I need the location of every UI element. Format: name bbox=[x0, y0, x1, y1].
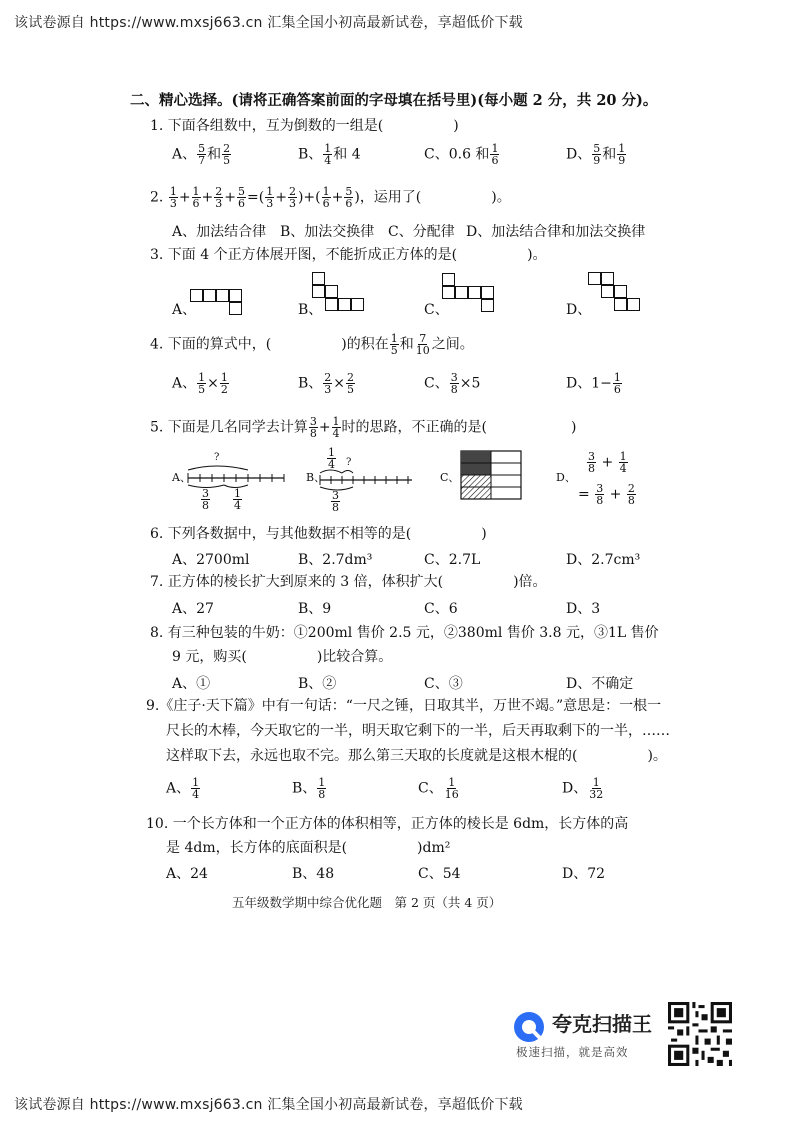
q3-option-c: C、 bbox=[424, 302, 449, 318]
q10-option-a: A、24 bbox=[166, 866, 208, 882]
question-4-stem: 4. 下面的算式中，( )的积在 $\frac{1}{5}$ 和 $\frac{7}{10}$ 之间。 bbox=[150, 332, 474, 357]
question-9-line-2: 尺长的木棒，今天取它的一半，明天取它剩下的一半，后天再取剩下的一半，…… bbox=[166, 723, 670, 739]
q9-option-a: A、 $\frac{1}{4}$ bbox=[166, 776, 200, 801]
q3-option-b: B、 bbox=[298, 302, 323, 318]
q8-option-d: D、不确定 bbox=[566, 676, 634, 692]
number-line-b-label-3-8: $\frac{3}{8}$ bbox=[332, 489, 339, 514]
question-9-line-3: 这样取下去，永远也取不完。那么第三天取的长度就是这根木棍的( )。 bbox=[166, 748, 667, 764]
number-line-a-label-1-4: $\frac{1}{4}$ bbox=[234, 487, 241, 512]
q4-option-d: D、1− $\frac{1}{6}$ bbox=[566, 371, 621, 396]
q7-option-a: A、27 bbox=[172, 601, 214, 617]
q6-option-b: B、2.7dm³ bbox=[298, 552, 373, 568]
q2-option-d: D、加法结合律和加法交换律 bbox=[466, 224, 646, 240]
q2-option-a: A、加法结合律 bbox=[172, 224, 267, 240]
question-6-stem: 6. 下列各数据中，与其他数据不相等的是( ) bbox=[150, 526, 487, 542]
q5-option-c: C、 bbox=[440, 471, 460, 484]
q1-option-c: C、0.6 和 $\frac{1}{6}$ bbox=[424, 142, 499, 167]
q9-option-b: B、 $\frac{1}{8}$ bbox=[292, 776, 326, 801]
question-5-stem: 5. 下面是几名同学去计算 $\frac{3}{8}$ + $\frac{1}{4}$ 时的思路，不正确的是( ) bbox=[150, 415, 577, 440]
q10-option-b: B、48 bbox=[292, 866, 335, 882]
q5-option-b: B、 bbox=[306, 471, 326, 484]
q6-option-c: C、2.7L bbox=[424, 552, 481, 568]
question-10-line-1: 10. 一个长方体和一个正方体的体积相等，正方体的棱长是 6dm，长方体的高 bbox=[146, 816, 629, 832]
number-line-b-label-1-4: $\frac{1}{4}$ bbox=[328, 446, 335, 471]
q1-option-b: B、 $\frac{1}{4}$ 和 4 bbox=[298, 142, 361, 167]
qr-code-icon bbox=[668, 1002, 732, 1066]
quark-brand-name: 夸克扫描王 bbox=[552, 1012, 652, 1036]
q2-option-c: C、分配律 bbox=[388, 224, 455, 240]
q9-option-c: C、 $\frac{1}{16}$ bbox=[418, 776, 459, 801]
q4-option-b: B、 $\frac{2}{3}$ × $\frac{2}{5}$ bbox=[298, 371, 355, 396]
question-3-stem: 3. 下面 4 个正方体展开图，不能折成正方体的是( )。 bbox=[150, 247, 547, 263]
source-banner-bottom: 该试卷源自 https://www.mxsj663.cn 汇集全国小初高最新试卷，享超低价下载 bbox=[14, 1097, 523, 1113]
section-title: 二、精心选择。(请将正确答案前面的字母填在括号里)(每小题 2 分，共 20 分)。 bbox=[130, 92, 658, 109]
number-line-b-question: ? bbox=[346, 457, 352, 468]
q4-option-c: C、 $\frac{3}{8}$ ×5 bbox=[424, 371, 481, 396]
question-9-line-1: 9.《庄子·天下篇》中有一句话：“一尺之锤，日取其半，万世不竭。”意思是：一根一 bbox=[146, 698, 662, 714]
question-2-stem: 2. $\frac{1}{3}$ + $\frac{1}{6}$ + $\frac{2}{3}$ + $\frac{5}{6}$ =( $\frac{1}{3}$ + $\frac{2}{3}$ )+( $\frac{1}{6}$ + $\frac{5}{6}$ )，运用了( )。 bbox=[150, 185, 511, 210]
q7-option-c: C、6 bbox=[424, 601, 458, 617]
q8-option-c: C、③ bbox=[424, 676, 463, 692]
quark-logo-icon bbox=[512, 1010, 546, 1044]
q9-option-d: D、 $\frac{1}{32}$ bbox=[562, 776, 604, 801]
quark-slogan: 极速扫描，就是高效 bbox=[516, 1045, 629, 1059]
shaded-grid-c-figure bbox=[460, 450, 522, 500]
q1-option-d: D、 $\frac{5}{9}$ 和 $\frac{1}{9}$ bbox=[566, 142, 626, 167]
question-10-line-2: 是 4dm，长方体的底面积是( )dm² bbox=[166, 840, 451, 856]
q6-option-d: D、2.7cm³ bbox=[566, 552, 641, 568]
q7-option-b: B、9 bbox=[298, 601, 332, 617]
q5-d-expression-2: = $\frac{3}{8}$ + $\frac{2}{8}$ bbox=[578, 482, 635, 507]
q10-option-c: C、54 bbox=[418, 866, 461, 882]
page-footer: 五年级数学期中综合优化题 第 2 页（共 4 页） bbox=[232, 895, 502, 910]
question-7-stem: 7. 正方体的棱长扩大到原来的 3 倍，体积扩大( )倍。 bbox=[150, 574, 547, 590]
question-8-line-2: 9 元，购买( )比较合算。 bbox=[172, 649, 393, 665]
q8-option-b: B、② bbox=[298, 676, 337, 692]
source-banner-top: 该试卷源自 https://www.mxsj663.cn 汇集全国小初高最新试卷，享超低价下载 bbox=[14, 15, 523, 31]
q3-option-d: D、 bbox=[566, 302, 592, 318]
q5-d-expression-1: $\frac{3}{8}$ + $\frac{1}{4}$ bbox=[588, 450, 627, 475]
q5-option-d: D、 bbox=[556, 471, 576, 484]
q7-option-d: D、3 bbox=[566, 601, 601, 617]
q4-option-a: A、 $\frac{1}{5}$ × $\frac{1}{2}$ bbox=[172, 371, 228, 396]
number-line-a-label-3-8: $\frac{3}{8}$ bbox=[202, 487, 209, 512]
question-1-stem: 1. 下面各组数中，互为倒数的一组是( ) bbox=[150, 118, 459, 134]
q1-option-a: A、 $\frac{5}{7}$ 和 $\frac{2}{5}$ bbox=[172, 142, 231, 167]
q3-option-a: A、 bbox=[172, 302, 197, 318]
q5-option-a: A、 bbox=[172, 471, 191, 484]
question-8-line-1: 8. 有三种包装的牛奶：①200ml 售价 2.5 元，②380ml 售价 3.8 元，③1L 售价 bbox=[150, 625, 659, 641]
q8-option-a: A、① bbox=[172, 676, 211, 692]
q10-option-d: D、72 bbox=[562, 866, 606, 882]
number-line-a-question: ? bbox=[214, 452, 220, 463]
q2-option-b: B、加法交换律 bbox=[280, 224, 375, 240]
q6-option-a: A、2700ml bbox=[172, 552, 250, 568]
